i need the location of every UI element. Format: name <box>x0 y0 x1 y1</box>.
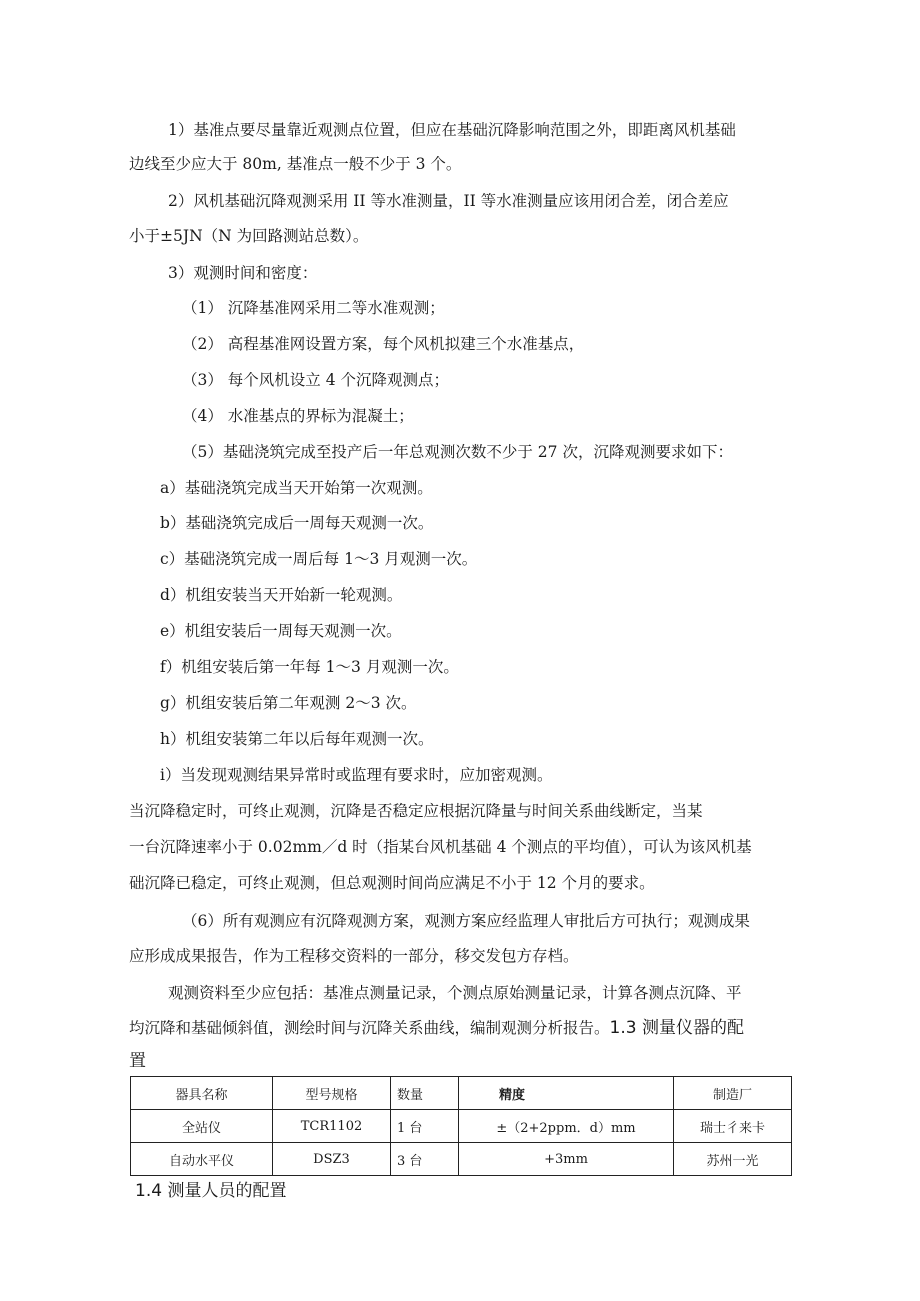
list-item-d: d）机组安装当天开始新一轮观测。 <box>160 586 403 604</box>
list-item-e: e）机组安装后一周每天观测一次。 <box>160 622 402 640</box>
para-1-line-2: 边线至少应大于 80m, 基准点一般不少于 3 个。 <box>129 155 462 173</box>
list-item-b: b）基础浇筑完成后一周每天观测一次。 <box>160 514 434 532</box>
list-item-i: i）当发现观测结果异常时或监理有要求时，应加密观测。 <box>160 766 553 784</box>
sub-item-3: （3） 每个风机设立 4 个沉降观测点； <box>182 371 450 389</box>
header-name: 器具名称 <box>131 1077 273 1110</box>
sub-item-5: （5）基础浇筑完成至投产后一年总观测次数不少于 27 次，沉降观测要求如下： <box>182 443 733 461</box>
list-item-c: c）基础浇筑完成一周后每 1～3 月观测一次。 <box>160 550 478 568</box>
cell-qty: 1 台 <box>391 1110 459 1143</box>
cell-name: 全站仪 <box>131 1110 273 1143</box>
table-row <box>131 1110 792 1143</box>
stable-line-2: 一台沉降速率小于 0.02mm／d 时（指某台风机基础 4 个测点的平均值），可认为该风机基 <box>129 838 752 856</box>
cell-model: DSZ3 <box>273 1143 391 1176</box>
sub-item-6-line-1: （6）所有观测应有沉降观测方案，观测方案应经监理人审批后方可执行；观测成果 <box>182 912 750 930</box>
para-1-line-1: 1）基准点要尽量靠近观测点位置，但应在基础沉降影响范围之外，即距离风机基础 <box>168 121 736 139</box>
cell-maker: 瑞士彳来卡 <box>674 1110 792 1143</box>
sub-item-2: （2） 高程基准网设置方案，每个风机拟建三个水准基点， <box>182 335 585 353</box>
data-line-2 <box>129 1017 744 1039</box>
cell-model: TCR1102 <box>273 1110 391 1143</box>
header-model: 型号规格 <box>273 1077 391 1110</box>
section-heading-1-3: 1.3 测量仪器的配 <box>609 1018 744 1038</box>
cell-maker: 苏州一光 <box>674 1143 792 1176</box>
table-row <box>131 1143 792 1176</box>
cell-qty: 3 台 <box>391 1143 459 1176</box>
stable-line-3: 础沉降已稳定，可终止观测，但总观测时间尚应满足不小于 12 个月的要求。 <box>129 874 655 892</box>
list-item-h: h）机组安装第二年以后每年观测一次。 <box>160 730 434 748</box>
table-header-row <box>131 1077 792 1110</box>
cell-precision: ±（2+2ppm．d）mm <box>459 1110 674 1143</box>
para-2-line-2: 小于±5JN（N 为回路测站总数）。 <box>129 227 369 245</box>
list-item-a: a）基础浇筑完成当天开始第一次观测。 <box>160 479 433 497</box>
stable-line-1: 当沉降稳定时，可终止观测，沉降是否稳定应根据沉降量与时间关系曲线断定，当某 <box>129 802 703 820</box>
sub-item-6-line-2: 应形成成果报告，作为工程移交资料的一部分，移交发包方存档。 <box>129 947 579 965</box>
cell-precision: +3mm <box>459 1143 674 1176</box>
sub-item-1: （1） 沉降基准网采用二等水准观测； <box>182 299 445 317</box>
data-line-2-text: 均沉降和基础倾斜值，测绘时间与沉降关系曲线，编制观测分析报告。 <box>129 1019 610 1037</box>
para-3: 3）观测时间和密度： <box>168 264 318 282</box>
list-item-g: g）机组安装后第二年观测 2～3 次。 <box>160 694 417 712</box>
data-line-1: 观测资料至少应包括：基准点测量记录，个测点原始测量记录，计算各测点沉降、平 <box>168 984 742 1002</box>
section-heading-1-4: 1.4 测量人员的配置 <box>135 1181 287 1201</box>
sub-item-4: （4） 水准基点的界标为混凝土； <box>182 407 414 425</box>
header-maker: 制造厂 <box>674 1077 792 1110</box>
list-item-f: f）机组安装后第一年每 1～3 月观测一次。 <box>160 658 459 676</box>
instrument-table <box>130 1076 792 1176</box>
section-heading-1-3-tail: 置 <box>129 1051 146 1071</box>
cell-name: 自动水平仪 <box>131 1143 273 1176</box>
para-2-line-1: 2）风机基础沉降观测采用 II 等水准测量，II 等水准测量应该用闭合差，闭合差应 <box>168 192 729 210</box>
header-qty: 数量 <box>391 1077 459 1110</box>
header-precision: 精度 <box>459 1077 674 1110</box>
